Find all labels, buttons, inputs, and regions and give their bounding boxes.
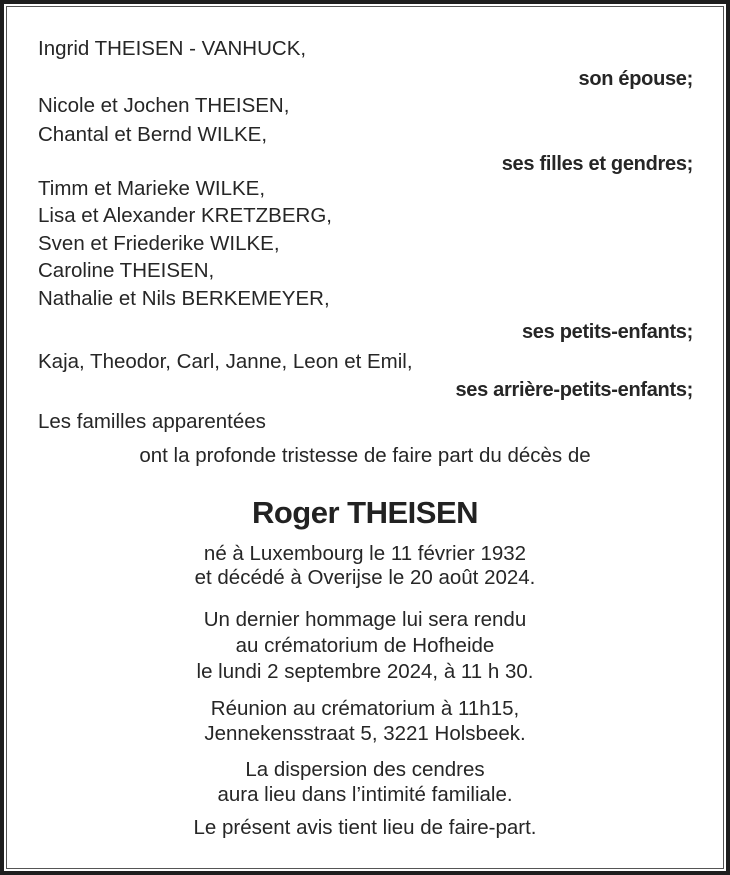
meeting-line: Réunion au crématorium à 11h15, xyxy=(210,697,520,720)
grandchild-name: Timm et Marieke WILKE, xyxy=(38,177,266,200)
children-relation: ses filles et gendres; xyxy=(501,153,693,175)
death-line: et décédé à Overijse le 20 août 2024. xyxy=(194,566,536,589)
spouse-relation: son épouse; xyxy=(578,68,693,90)
child-name: Chantal et Bernd WILKE, xyxy=(38,123,268,146)
child-name: Nicole et Jochen THEISEN, xyxy=(38,94,290,117)
grandchild-name: Sven et Friederike WILKE, xyxy=(38,232,280,255)
tribute-line: Un dernier hommage lui sera rendu xyxy=(203,608,527,631)
birth-line: né à Luxembourg le 11 février 1932 xyxy=(203,542,527,565)
closing-line: Le présent avis tient lieu de faire-part. xyxy=(193,816,537,839)
tribute-line: le lundi 2 septembre 2024, à 11 h 30. xyxy=(196,660,534,683)
deceased-name: Roger THEISEN xyxy=(251,495,479,530)
great-grandchildren-relation: ses arrière-petits-enfants; xyxy=(455,379,693,401)
grandchild-name: Caroline THEISEN, xyxy=(38,259,215,282)
great-grandchildren-names: Kaja, Theodor, Carl, Janne, Leon et Emil, xyxy=(38,350,413,373)
meeting-address: Jennekensstraat 5, 3221 Holsbeek. xyxy=(204,722,526,745)
announcement-line: ont la profonde tristesse de faire part du décès de xyxy=(139,444,591,467)
families-line: Les familles apparentées xyxy=(38,410,266,433)
spouse-name: Ingrid THEISEN - VANHUCK, xyxy=(38,37,307,60)
grandchildren-relation: ses petits-enfants; xyxy=(521,321,693,343)
tribute-line: au crématorium de Hofheide xyxy=(235,634,495,657)
grandchild-name: Lisa et Alexander KRETZBERG, xyxy=(38,204,332,227)
ashes-line: aura lieu dans l’intimité familiale. xyxy=(217,783,513,806)
ashes-line: La dispersion des cendres xyxy=(245,758,485,781)
grandchild-name: Nathalie et Nils BERKEMEYER, xyxy=(38,287,330,310)
